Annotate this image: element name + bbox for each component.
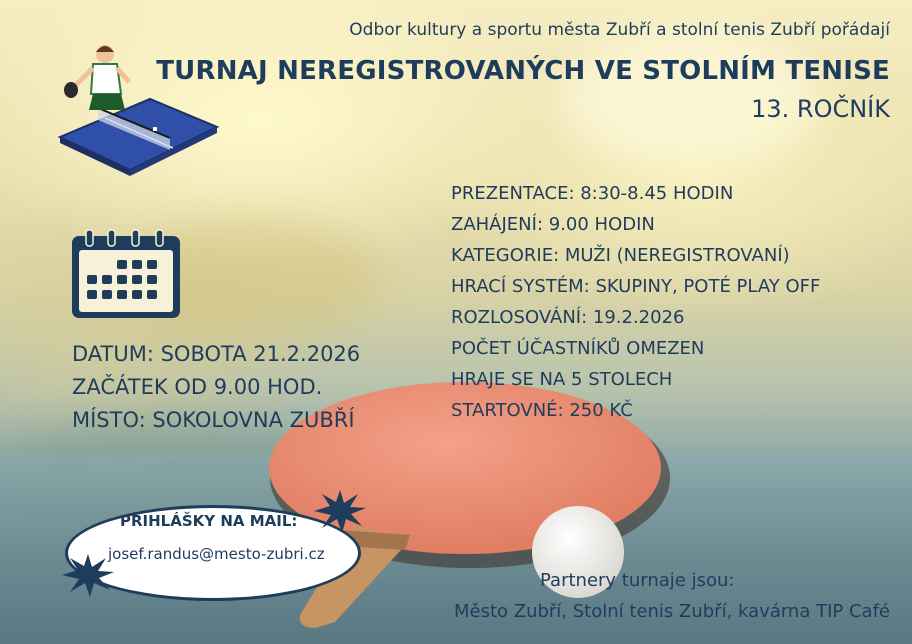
event-start: ZAČÁTEK OD 9.00 HOD. bbox=[72, 375, 323, 399]
page-title: TURNAJ NEREGISTROVANÝCH VE STOLNÍM TENISE bbox=[156, 56, 890, 86]
partners-label: Partnery turnaje jsou: bbox=[540, 570, 735, 591]
starburst-icon bbox=[312, 488, 368, 534]
info-item: HRAJE SE NA 5 STOLECH bbox=[451, 369, 673, 390]
event-date: DATUM: SOBOTA 21.2.2026 bbox=[72, 342, 361, 366]
registration-email[interactable]: josef.randus@mesto-zubri.cz bbox=[108, 545, 325, 563]
event-details bbox=[72, 338, 360, 437]
info-item: POČET ÚČASTNÍKŮ OMEZEN bbox=[451, 338, 705, 359]
tournament-info-list bbox=[451, 178, 820, 426]
info-item: HRACÍ SYSTÉM: SKUPINY, POTÉ PLAY OFF bbox=[451, 276, 821, 297]
partners-list: Město Zubří, Stolní tenis Zubří, kavárna TIP Café bbox=[453, 601, 890, 622]
edition-label: 13. ROČNÍK bbox=[751, 95, 890, 123]
calendar-icon bbox=[70, 228, 182, 320]
table-tennis-player-illustration bbox=[55, 42, 220, 190]
registration-label: PŘIHLÁŠKY NA MAIL: bbox=[120, 512, 298, 530]
info-item: STARTOVNÉ: 250 KČ bbox=[451, 400, 633, 421]
info-item: ZAHÁJENÍ: 9.00 HODIN bbox=[451, 214, 655, 235]
info-item: KATEGORIE: MUŽI (NEREGISTROVANÍ) bbox=[451, 245, 790, 266]
info-item: ROZLOSOVÁNÍ: 19.2.2026 bbox=[451, 307, 685, 328]
info-item: PREZENTACE: 8:30-8.45 HODIN bbox=[451, 183, 734, 204]
event-venue: MÍSTO: SOKOLOVNA ZUBŘÍ bbox=[72, 408, 355, 432]
organizer-line: Odbor kultury a sportu města Zubří a stolní tenis Zubří pořádají bbox=[349, 20, 890, 40]
